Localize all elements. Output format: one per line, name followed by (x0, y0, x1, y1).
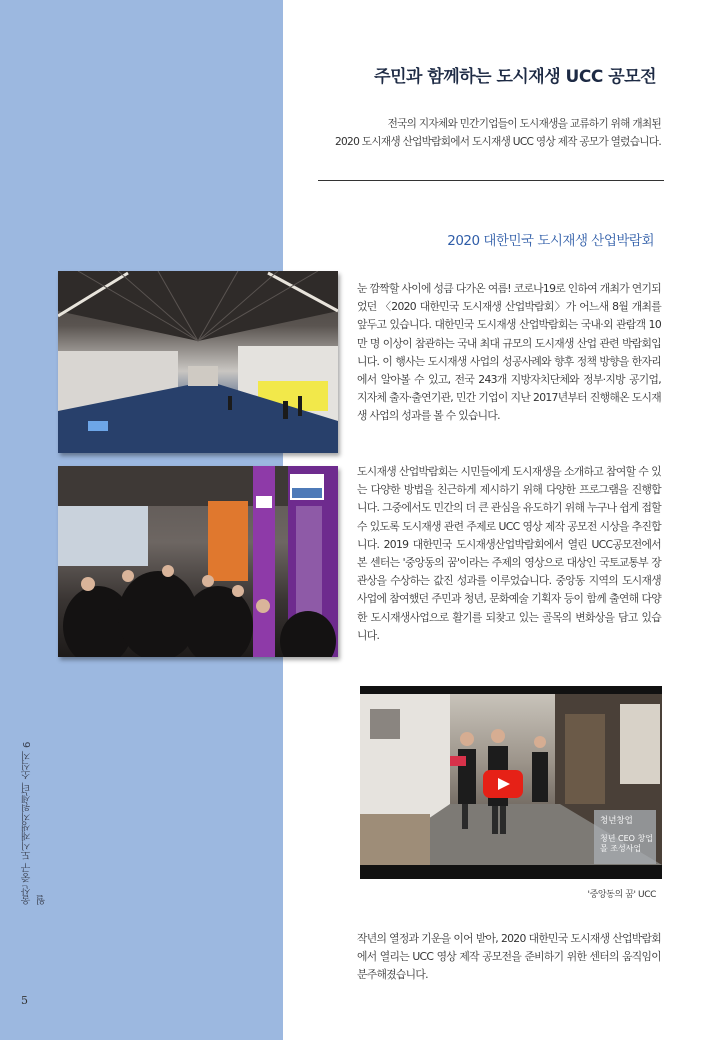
video-overlay-title: 청년창업 (600, 816, 633, 826)
intro-line-1: 전국의 지자체와 민간기업들이 도시재생을 교류하기 위해 개최된 (387, 118, 661, 130)
intro-line-2: 2020 도시재생 산업박람회에서 도시재생 UCC 영상 제작 공모가 열렸습니다. (334, 136, 661, 148)
divider (318, 180, 664, 181)
page-title: 주민과 함께하는 도시재생 UCC 공모전 (374, 67, 656, 87)
paragraph-preparation: 작년의 열정과 기운을 이어 받아, 2020 대한민국 도시재생 산업박람회에서 열리는 UCC 영상 제작 공모전을 준비하기 위한 센터의 움직임이 분주해졌습니다. (357, 932, 661, 982)
expo-crowd-illustration (58, 466, 338, 657)
paragraph-expo-intro: 눈 깜짝할 사이에 성큼 다가온 여름! 코로나19로 인하여 개최가 연기되었던 〈2020 대한민국 도시재생 산업박람회〉가 어느새 8월 개최를 앞두고 있습니다. 대한민국 도시재생 산업박람회는 국내·외 관람객 10만 명 이상이 참관하는 국내 최대 규모의 도시재생 산업 관련 박람회입니다. 이 행사는 도시재생 사업의 성공사례와 향후 정책 방향을 한자리에서 알아볼 수 있고, 전국 243개 지방자치단체와 정부·지방 공기업, 지자체 출자·출연기관, 민간 기업이 지난 2017년부터 진행해온 도시재생 사업의 성과를 볼 수 있습니다. (357, 282, 661, 423)
expo-hall-photo (58, 271, 338, 453)
paragraph-ucc-award: 도시재생 산업박람회는 시민들에게 도시재생을 소개하고 참여할 수 있는 다양한 방법을 친근하게 제시하기 위해 다양한 프로그램을 진행합니다. 그중에서도 민간의 더 큰 관심을 유도하기 위해 누구나 쉽게 접할 수 있도록 도시재생 관련 주제로 UCC 영상 제작 공모전 시상을 추진합니다. 2019 대한민국 도시재생산업박람회에서 열린 UCC공모전에서 본 센터는 '중앙동의 꿈'이라는 주제의 영상으로 대상인 국토교통부 장관상을 수상하는 값진 성과를 이루었습니다. 중앙동 지역의 도시재생 사업에 참여했던 주민과 청년, 문화예술 기획자 등이 함께 출연해 다양한 도시재생사업으로 활기를 되찾고 있는 골목의 변화상을 담고 있습니다. (357, 465, 661, 642)
video-caption: '중앙동의 꿈' UCC (587, 890, 656, 900)
section-subhead: 2020 대한민국 도시재생 산업박람회 (447, 233, 654, 249)
video-overlay-subtitle: 청년 CEO 창업몰 조성사업 (600, 834, 653, 853)
ucc-video-player[interactable] (360, 686, 662, 879)
expo-hall-illustration (58, 271, 338, 453)
page-number: 5 (21, 994, 28, 1007)
play-button-icon[interactable] (483, 770, 523, 798)
expo-crowd-photo (58, 466, 338, 657)
newsletter-vertical-label: 울산 중구 도시재생지원센터 소식지 6월 (22, 741, 48, 905)
intro-text (283, 115, 661, 151)
